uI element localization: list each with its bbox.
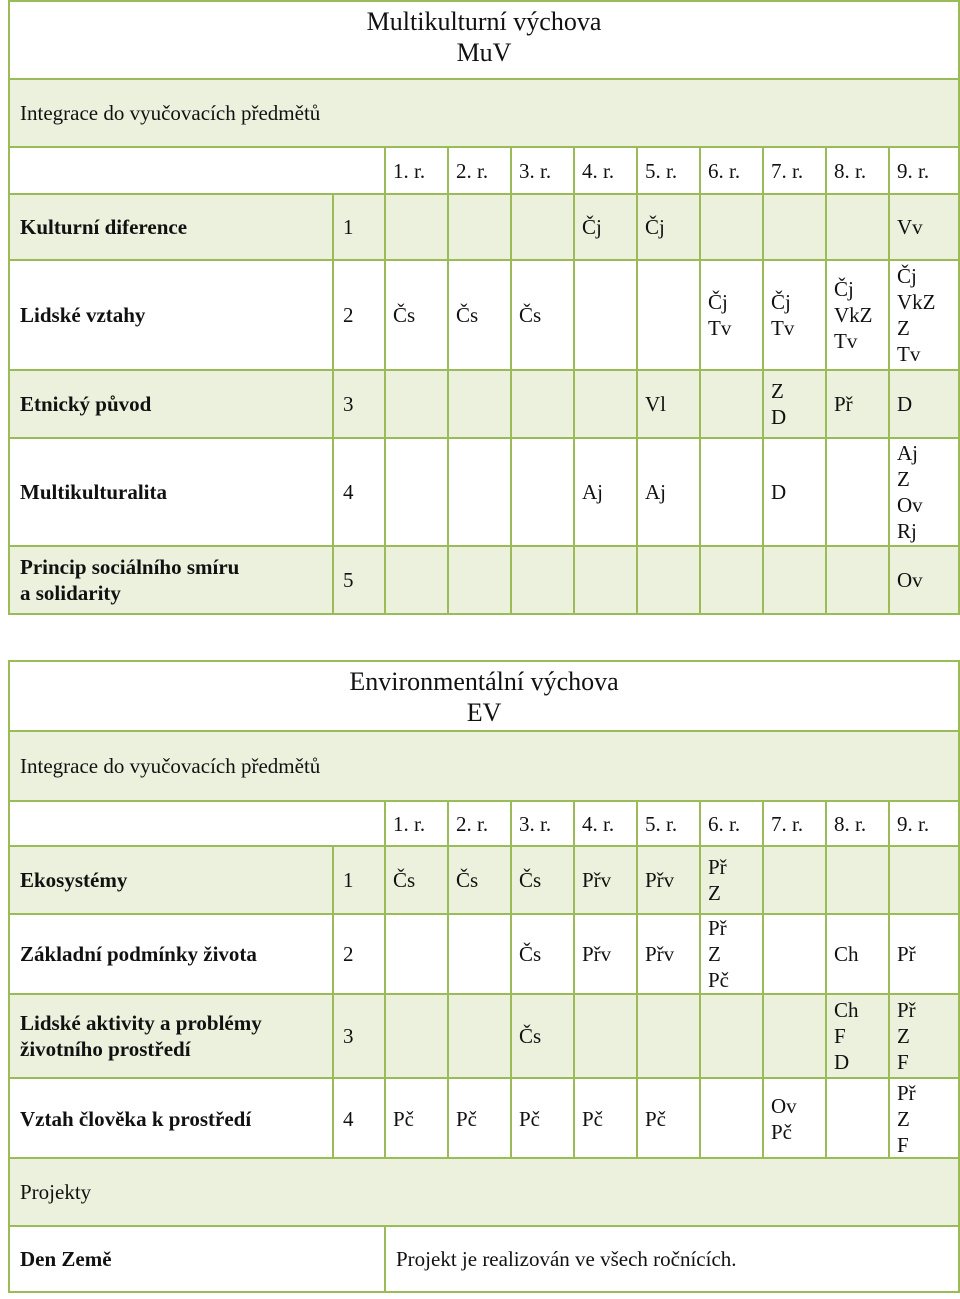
muv-subject-cell: Čj VkZ Tv — [826, 260, 889, 370]
muv-subject-cell: Čj Tv — [700, 260, 763, 370]
muv-row-label: Princip sociálního smíru a solidarity — [9, 546, 333, 614]
muv-grade-header: 5. r. — [637, 147, 700, 194]
ev-subject-cell: Přv — [574, 846, 637, 914]
muv-subject-cell — [448, 370, 511, 438]
muv-grade-header: 6. r. — [700, 147, 763, 194]
ev-subject-cell — [637, 994, 700, 1078]
ev-row — [9, 846, 959, 914]
ev-subject-cell: Přv — [637, 846, 700, 914]
muv-grade-header: 8. r. — [826, 147, 889, 194]
muv-row-number: 2 — [333, 260, 385, 370]
muv-title-line2: MuV — [456, 38, 512, 67]
ev-subject-cell: Čs — [511, 846, 574, 914]
ev-grade-header: 8. r. — [826, 801, 889, 846]
ev-subject-cell — [763, 846, 826, 914]
muv-subject-cell — [385, 370, 448, 438]
ev-subject-cell: Ov Pč — [763, 1078, 826, 1160]
muv-subject-cell — [700, 370, 763, 438]
ev-row-label: Lidské aktivity a problémy životního prostředí — [9, 994, 333, 1078]
muv-subject-cell: Aj Z Ov Rj — [889, 438, 959, 546]
muv-row-label: Multikulturalita — [9, 438, 333, 546]
projects-label: Projekty — [9, 1158, 959, 1226]
ev-table — [8, 660, 960, 1161]
muv-row — [9, 438, 959, 546]
muv-row-number: 5 — [333, 546, 385, 614]
ev-subject-cell: Pč — [448, 1078, 511, 1160]
muv-subject-cell — [700, 194, 763, 260]
ev-subject-cell: Čs — [385, 846, 448, 914]
muv-subject-cell: Čj VkZ Z Tv — [889, 260, 959, 370]
ev-subject-cell: Pč — [385, 1078, 448, 1160]
muv-subject-cell — [826, 194, 889, 260]
muv-title — [9, 1, 959, 79]
ev-row — [9, 914, 959, 994]
ev-title-line2: EV — [466, 698, 502, 727]
ev-grade-header: 6. r. — [700, 801, 763, 846]
ev-subject-cell: Př Z — [700, 846, 763, 914]
muv-subject-cell: Čj — [637, 194, 700, 260]
muv-row-number: 4 — [333, 438, 385, 546]
muv-subject-cell: D — [889, 370, 959, 438]
ev-grade-header: 7. r. — [763, 801, 826, 846]
ev-subject-cell: Čs — [511, 994, 574, 1078]
ev-row-number: 4 — [333, 1078, 385, 1160]
muv-subject-cell: Čs — [385, 260, 448, 370]
muv-subject-cell: Čj Tv — [763, 260, 826, 370]
ev-subject-cell: Přv — [637, 914, 700, 994]
ev-subject-cell — [574, 994, 637, 1078]
muv-subject-cell — [637, 260, 700, 370]
ev-subject-cell — [448, 914, 511, 994]
muv-row — [9, 194, 959, 260]
ev-row-label: Vztah člověka k prostředí — [9, 1078, 333, 1160]
muv-row-label: Etnický původ — [9, 370, 333, 438]
muv-subject-cell — [385, 546, 448, 614]
ev-row — [9, 1078, 959, 1160]
ev-title — [9, 661, 959, 731]
ev-title-line1: Environmentální výchova — [349, 667, 619, 696]
ev-subject-cell — [700, 994, 763, 1078]
muv-subject-cell — [448, 546, 511, 614]
muv-subject-cell — [637, 546, 700, 614]
ev-subject-cell: Pč — [511, 1078, 574, 1160]
ev-subject-cell: Př Z F — [889, 994, 959, 1078]
ev-grade-header: 9. r. — [889, 801, 959, 846]
muv-subject-cell — [700, 438, 763, 546]
muv-subject-cell: Čj — [574, 194, 637, 260]
muv-subject-cell — [574, 260, 637, 370]
muv-row — [9, 370, 959, 438]
muv-integration-label: Integrace do vyučovacích předmětů — [9, 79, 959, 147]
ev-row-number: 3 — [333, 994, 385, 1078]
muv-subject-cell: Z D — [763, 370, 826, 438]
muv-grade-header: 9. r. — [889, 147, 959, 194]
ev-grade-header: 3. r. — [511, 801, 574, 846]
muv-subject-cell — [763, 194, 826, 260]
ev-subject-cell — [763, 914, 826, 994]
ev-row-number: 2 — [333, 914, 385, 994]
ev-subject-cell: Ch F D — [826, 994, 889, 1078]
muv-subject-cell — [511, 194, 574, 260]
ev-subject-cell: Př — [889, 914, 959, 994]
ev-integration-label: Integrace do vyučovacích předmětů — [9, 731, 959, 801]
muv-row — [9, 260, 959, 370]
muv-subject-cell — [826, 438, 889, 546]
ev-row-label: Ekosystémy — [9, 846, 333, 914]
muv-row-label: Kulturní diference — [9, 194, 333, 260]
ev-subject-cell: Pč — [574, 1078, 637, 1160]
muv-table — [8, 0, 960, 615]
muv-subject-cell: Čs — [448, 260, 511, 370]
muv-subject-cell: Aj — [637, 438, 700, 546]
ev-subject-cell — [826, 846, 889, 914]
ev-subject-cell — [448, 994, 511, 1078]
muv-subject-cell — [700, 546, 763, 614]
muv-subject-cell — [511, 438, 574, 546]
muv-subject-cell: Čs — [511, 260, 574, 370]
projects-table — [8, 1157, 960, 1293]
ev-grade-header: 5. r. — [637, 801, 700, 846]
project-name: Den Země — [9, 1226, 385, 1292]
muv-subject-cell — [511, 546, 574, 614]
muv-subject-cell: Př — [826, 370, 889, 438]
muv-subject-cell: Vl — [637, 370, 700, 438]
ev-subject-cell — [763, 994, 826, 1078]
muv-header-blank — [9, 147, 385, 194]
ev-subject-cell — [826, 1078, 889, 1160]
ev-subject-cell: Čs — [448, 846, 511, 914]
ev-subject-cell: Pč — [637, 1078, 700, 1160]
muv-grade-header: 3. r. — [511, 147, 574, 194]
ev-subject-cell — [385, 994, 448, 1078]
muv-row-number: 3 — [333, 370, 385, 438]
muv-title-line1: Multikulturní výchova — [366, 7, 602, 36]
muv-grade-header: 2. r. — [448, 147, 511, 194]
ev-row-label: Základní podmínky života — [9, 914, 333, 994]
muv-subject-cell: Aj — [574, 438, 637, 546]
muv-row-number: 1 — [333, 194, 385, 260]
ev-header-blank — [9, 801, 385, 846]
ev-subject-cell: Ch — [826, 914, 889, 994]
ev-grade-header: 4. r. — [574, 801, 637, 846]
muv-row-label: Lidské vztahy — [9, 260, 333, 370]
ev-subject-cell: Př Z Pč — [700, 914, 763, 994]
muv-subject-cell — [511, 370, 574, 438]
muv-subject-cell — [448, 438, 511, 546]
ev-subject-cell — [385, 914, 448, 994]
ev-row-number: 1 — [333, 846, 385, 914]
ev-subject-cell: Čs — [511, 914, 574, 994]
ev-subject-cell: Př Z F — [889, 1078, 959, 1160]
muv-grade-header: 4. r. — [574, 147, 637, 194]
ev-subject-cell — [700, 1078, 763, 1160]
muv-subject-cell — [826, 546, 889, 614]
muv-grade-header: 1. r. — [385, 147, 448, 194]
ev-grade-header: 2. r. — [448, 801, 511, 846]
muv-subject-cell — [574, 370, 637, 438]
muv-subject-cell — [385, 438, 448, 546]
project-description: Projekt je realizován ve všech ročnících. — [385, 1226, 959, 1292]
ev-subject-cell: Přv — [574, 914, 637, 994]
muv-subject-cell — [574, 546, 637, 614]
muv-subject-cell: D — [763, 438, 826, 546]
muv-subject-cell — [763, 546, 826, 614]
muv-grade-header: 7. r. — [763, 147, 826, 194]
ev-subject-cell — [889, 846, 959, 914]
muv-subject-cell: Ov — [889, 546, 959, 614]
muv-subject-cell — [448, 194, 511, 260]
muv-row — [9, 546, 959, 614]
ev-row — [9, 994, 959, 1078]
muv-subject-cell: Vv — [889, 194, 959, 260]
muv-subject-cell — [385, 194, 448, 260]
ev-grade-header: 1. r. — [385, 801, 448, 846]
